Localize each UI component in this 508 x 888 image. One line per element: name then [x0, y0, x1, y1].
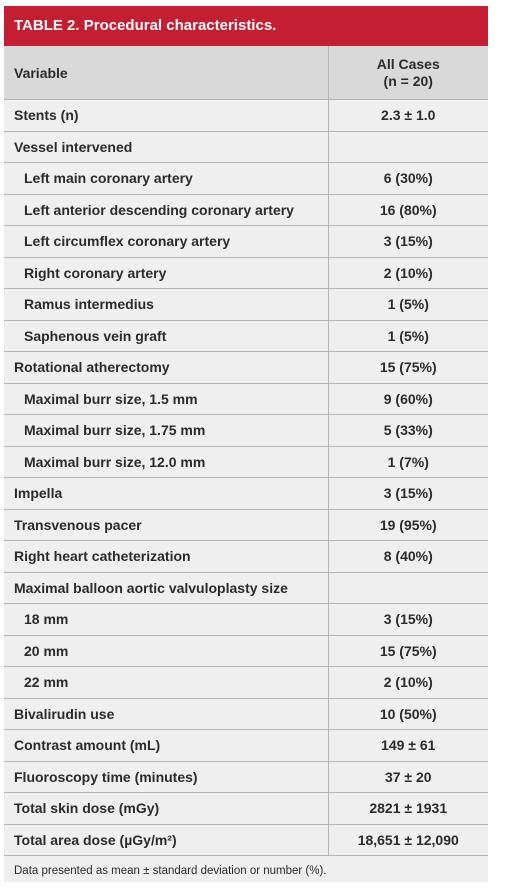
- row-label: Maximal burr size, 1.5 mm: [4, 383, 328, 415]
- row-value: 15 (75%): [328, 635, 488, 667]
- row-value: 1 (5%): [328, 320, 488, 352]
- table-row: [4, 509, 488, 541]
- table-row: [4, 604, 488, 636]
- row-label: Total skin dose (mGy): [4, 793, 328, 825]
- table-row: [4, 415, 488, 447]
- row-label: Contrast amount (mL): [4, 730, 328, 762]
- row-value: 19 (95%): [328, 509, 488, 541]
- row-label: 18 mm: [4, 604, 328, 636]
- row-label: Left circumflex coronary artery: [4, 226, 328, 258]
- row-label: Saphenous vein graft: [4, 320, 328, 352]
- procedural-characteristics-table: [4, 46, 488, 856]
- row-label: Right coronary artery: [4, 257, 328, 289]
- row-value: 18,651 ± 12,090: [328, 824, 488, 856]
- row-label: Ramus intermedius: [4, 289, 328, 321]
- table-row: [4, 383, 488, 415]
- row-value: 3 (15%): [328, 478, 488, 510]
- table-row: [4, 320, 488, 352]
- row-value: 9 (60%): [328, 383, 488, 415]
- table-row: [4, 730, 488, 762]
- table-row: [4, 226, 488, 258]
- row-label: Total area dose (µGy/m²): [4, 824, 328, 856]
- table-row: [4, 698, 488, 730]
- table-row: [4, 446, 488, 478]
- table-row: [4, 667, 488, 699]
- row-value: [328, 572, 488, 604]
- table-header-row: [4, 46, 488, 100]
- table-row: [4, 761, 488, 793]
- row-value: 15 (75%): [328, 352, 488, 384]
- row-value: 2 (10%): [328, 667, 488, 699]
- row-value: 2.3 ± 1.0: [328, 100, 488, 132]
- all-cases-n: (n = 20): [383, 72, 433, 89]
- row-value: 8 (40%): [328, 541, 488, 573]
- table-container: [4, 6, 488, 882]
- row-value: 6 (30%): [328, 163, 488, 195]
- table-row: [4, 352, 488, 384]
- row-label: Stents (n): [4, 100, 328, 132]
- row-value: 5 (33%): [328, 415, 488, 447]
- row-value: 2 (10%): [328, 257, 488, 289]
- row-label: Transvenous pacer: [4, 509, 328, 541]
- row-value: 3 (15%): [328, 604, 488, 636]
- row-value: [328, 131, 488, 163]
- table-row: [4, 194, 488, 226]
- table-row: [4, 478, 488, 510]
- table-row: [4, 163, 488, 195]
- row-label: 22 mm: [4, 667, 328, 699]
- row-label: 20 mm: [4, 635, 328, 667]
- row-label: Fluoroscopy time (minutes): [4, 761, 328, 793]
- table-row: [4, 131, 488, 163]
- row-value: 2821 ± 1931: [328, 793, 488, 825]
- row-label: Maximal balloon aortic valvuloplasty size: [4, 572, 328, 604]
- row-value: 1 (5%): [328, 289, 488, 321]
- all-cases-label: All Cases: [376, 55, 440, 72]
- row-label: Left anterior descending coronary artery: [4, 194, 328, 226]
- row-label: Bivalirudin use: [4, 698, 328, 730]
- row-label: Maximal burr size, 1.75 mm: [4, 415, 328, 447]
- table-row: [4, 824, 488, 856]
- row-label: Right heart catheterization: [4, 541, 328, 573]
- column-header-variable: Variable: [4, 46, 328, 100]
- table-row: [4, 257, 488, 289]
- table-row: [4, 541, 488, 573]
- table-footnote: Data presented as mean ± standard deviation or number (%).: [14, 865, 327, 877]
- row-label: Maximal burr size, 12.0 mm: [4, 446, 328, 478]
- table-row: [4, 793, 488, 825]
- row-label: Rotational atherectomy: [4, 352, 328, 384]
- row-label: Left main coronary artery: [4, 163, 328, 195]
- row-label: Impella: [4, 478, 328, 510]
- table-title-prefix: TABLE 2.: [14, 17, 80, 34]
- table-title-text: Procedural characteristics.: [79, 17, 277, 34]
- row-value: 3 (15%): [328, 226, 488, 258]
- column-header-all-cases: [328, 46, 488, 100]
- table-body: [4, 100, 488, 856]
- row-value: 16 (80%): [328, 194, 488, 226]
- row-value: 10 (50%): [328, 698, 488, 730]
- row-value: 37 ± 20: [328, 761, 488, 793]
- row-label: Vessel intervened: [4, 131, 328, 163]
- table-title: [4, 6, 488, 46]
- row-value: 149 ± 61: [328, 730, 488, 762]
- table-row: [4, 572, 488, 604]
- table-row: [4, 635, 488, 667]
- table-row: [4, 289, 488, 321]
- row-value: 1 (7%): [328, 446, 488, 478]
- table-row: [4, 100, 488, 132]
